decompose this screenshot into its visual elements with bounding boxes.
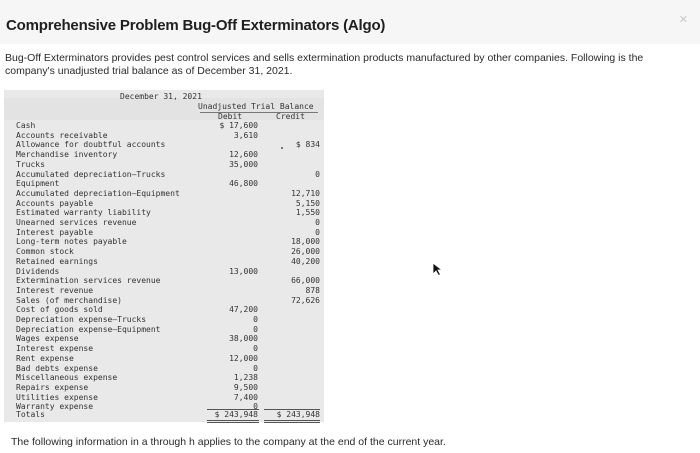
table-row xyxy=(16,150,322,160)
debit-amount: 47,200 xyxy=(229,305,258,315)
credit-column-header: Credit xyxy=(276,112,305,121)
debit-amount: 7,400 xyxy=(233,392,258,402)
table-row xyxy=(16,296,322,306)
debit-amount: 3,610 xyxy=(233,130,258,140)
totals-row xyxy=(16,410,322,420)
account-name: Long-term notes payable xyxy=(16,237,127,247)
debit-amount: 0 xyxy=(253,324,258,334)
table-row xyxy=(16,334,322,344)
account-name: Interest revenue xyxy=(16,285,94,295)
table-row xyxy=(16,160,322,170)
table-row xyxy=(16,247,322,257)
debit-total-double-rule xyxy=(207,420,259,423)
table-row xyxy=(16,140,322,150)
intro-paragraph: Bug-Off Exterminators provides pest control services and sells extermination products manufactured by other companies. Following is the company's unadjusted trial balance as of December 31, 2021. xyxy=(5,52,644,77)
account-name: Depreciation expense—Equipment xyxy=(16,324,161,334)
debit-amount: $ 17,600 xyxy=(219,121,258,130)
table-row xyxy=(16,228,322,238)
credit-amount: 40,200 xyxy=(291,256,320,266)
debit-amount: 12,000 xyxy=(229,353,258,363)
account-name: Cash xyxy=(16,121,36,130)
account-name: Repairs expense xyxy=(16,382,89,392)
account-name: Depreciation expense—Trucks xyxy=(16,315,147,324)
account-name: Rent expense xyxy=(16,353,74,363)
table-row xyxy=(16,267,322,277)
table-row xyxy=(16,344,322,354)
credit-amount: 72,626 xyxy=(291,295,320,305)
debit-amount: 9,500 xyxy=(233,382,258,392)
table-row xyxy=(16,257,322,267)
account-name: Warranty expense xyxy=(16,402,94,412)
credit-total-rule xyxy=(264,409,320,410)
credit-amount: 66,000 xyxy=(291,276,320,286)
credit-amount: 878 xyxy=(305,285,320,295)
account-name: Dividends xyxy=(16,266,60,276)
credit-amount: 0 xyxy=(315,169,320,179)
credit-amount: 18,000 xyxy=(291,237,320,247)
account-name: Utilities expense xyxy=(16,392,98,402)
table-row xyxy=(16,325,322,335)
debit-amount: 35,000 xyxy=(229,159,258,169)
account-name: Common stock xyxy=(16,247,74,257)
table-row xyxy=(16,383,322,393)
account-name: Unearned services revenue xyxy=(16,218,137,227)
credit-amount: 0 xyxy=(315,218,320,227)
account-name: Retained earnings xyxy=(16,256,98,266)
account-name: Accounts payable xyxy=(16,198,94,208)
table-row xyxy=(16,199,322,209)
account-name: Totals xyxy=(16,410,45,419)
footer-instruction: The following information in a through h applies to the company at the end of the current year. xyxy=(11,436,446,448)
page-title: Comprehensive Problem Bug-Off Exterminators (Algo) xyxy=(6,17,386,34)
account-name: Extermination services revenue xyxy=(16,276,161,286)
credit-amount: 5,150 xyxy=(295,198,320,208)
debit-amount: 0 xyxy=(253,344,258,354)
credit-amount: $ 243,948 xyxy=(276,410,320,419)
credit-amount: $ 834 xyxy=(295,140,320,150)
account-name: Cost of goods sold xyxy=(16,305,103,315)
account-name: Trucks xyxy=(16,159,45,169)
table-row xyxy=(16,286,322,296)
account-name: Accounts receivable xyxy=(16,130,108,140)
table-row xyxy=(16,179,322,189)
credit-total-double-rule xyxy=(264,420,320,423)
account-name: Accumulated depreciation—Equipment xyxy=(16,188,180,198)
account-name: Allowance for doubtful accounts xyxy=(16,140,166,150)
debit-amount: 0 xyxy=(253,363,258,373)
trial-balance-date: December 31, 2021 xyxy=(120,92,202,101)
mouse-cursor-icon xyxy=(432,262,444,276)
table-row xyxy=(16,237,322,247)
account-name: Sales (of merchandise) xyxy=(16,295,122,305)
debit-amount: $ 243,948 xyxy=(214,410,258,419)
credit-amount: 0 xyxy=(315,227,320,237)
table-row xyxy=(16,354,322,364)
debit-amount: 13,000 xyxy=(229,266,258,276)
table-row xyxy=(16,189,322,199)
account-name: Accumulated depreciation—Trucks xyxy=(16,169,166,179)
debit-amount: 12,600 xyxy=(229,150,258,160)
debit-column-header: Debit xyxy=(218,112,243,121)
account-name: Merchandise inventory xyxy=(16,150,118,160)
account-name: Interest expense xyxy=(16,344,94,354)
debit-amount: 46,800 xyxy=(229,179,258,189)
close-icon[interactable]: ✕ xyxy=(678,14,688,26)
debit-amount: 1,238 xyxy=(233,373,258,383)
credit-amount: 1,550 xyxy=(295,208,320,218)
account-name: Miscellaneous expense xyxy=(16,373,118,383)
table-row xyxy=(16,131,322,141)
table-row xyxy=(16,170,322,180)
table-row xyxy=(16,218,322,228)
header-bar xyxy=(0,0,700,44)
table-row xyxy=(16,364,322,374)
account-name: Wages expense xyxy=(16,334,79,344)
account-name: Equipment xyxy=(16,179,60,189)
debit-amount: 0 xyxy=(253,315,258,324)
table-row xyxy=(16,373,322,383)
table-row xyxy=(16,208,322,218)
debit-amount: 38,000 xyxy=(229,334,258,344)
credit-amount: 26,000 xyxy=(291,247,320,257)
table-row xyxy=(16,276,322,286)
debit-total-rule xyxy=(207,409,259,410)
trial-balance-heading: Unadjusted Trial Balance xyxy=(198,102,314,111)
account-name: Estimated warranty liability xyxy=(16,208,151,218)
table-row xyxy=(16,305,322,315)
debit-amount: 0 xyxy=(253,402,258,412)
stray-dot xyxy=(281,147,283,149)
account-name: Bad debts expense xyxy=(16,363,98,373)
table-row xyxy=(16,121,322,131)
account-name: Interest payable xyxy=(16,227,94,237)
table-row xyxy=(16,393,322,403)
table-row xyxy=(16,315,322,325)
credit-amount: 12,710 xyxy=(291,188,320,198)
